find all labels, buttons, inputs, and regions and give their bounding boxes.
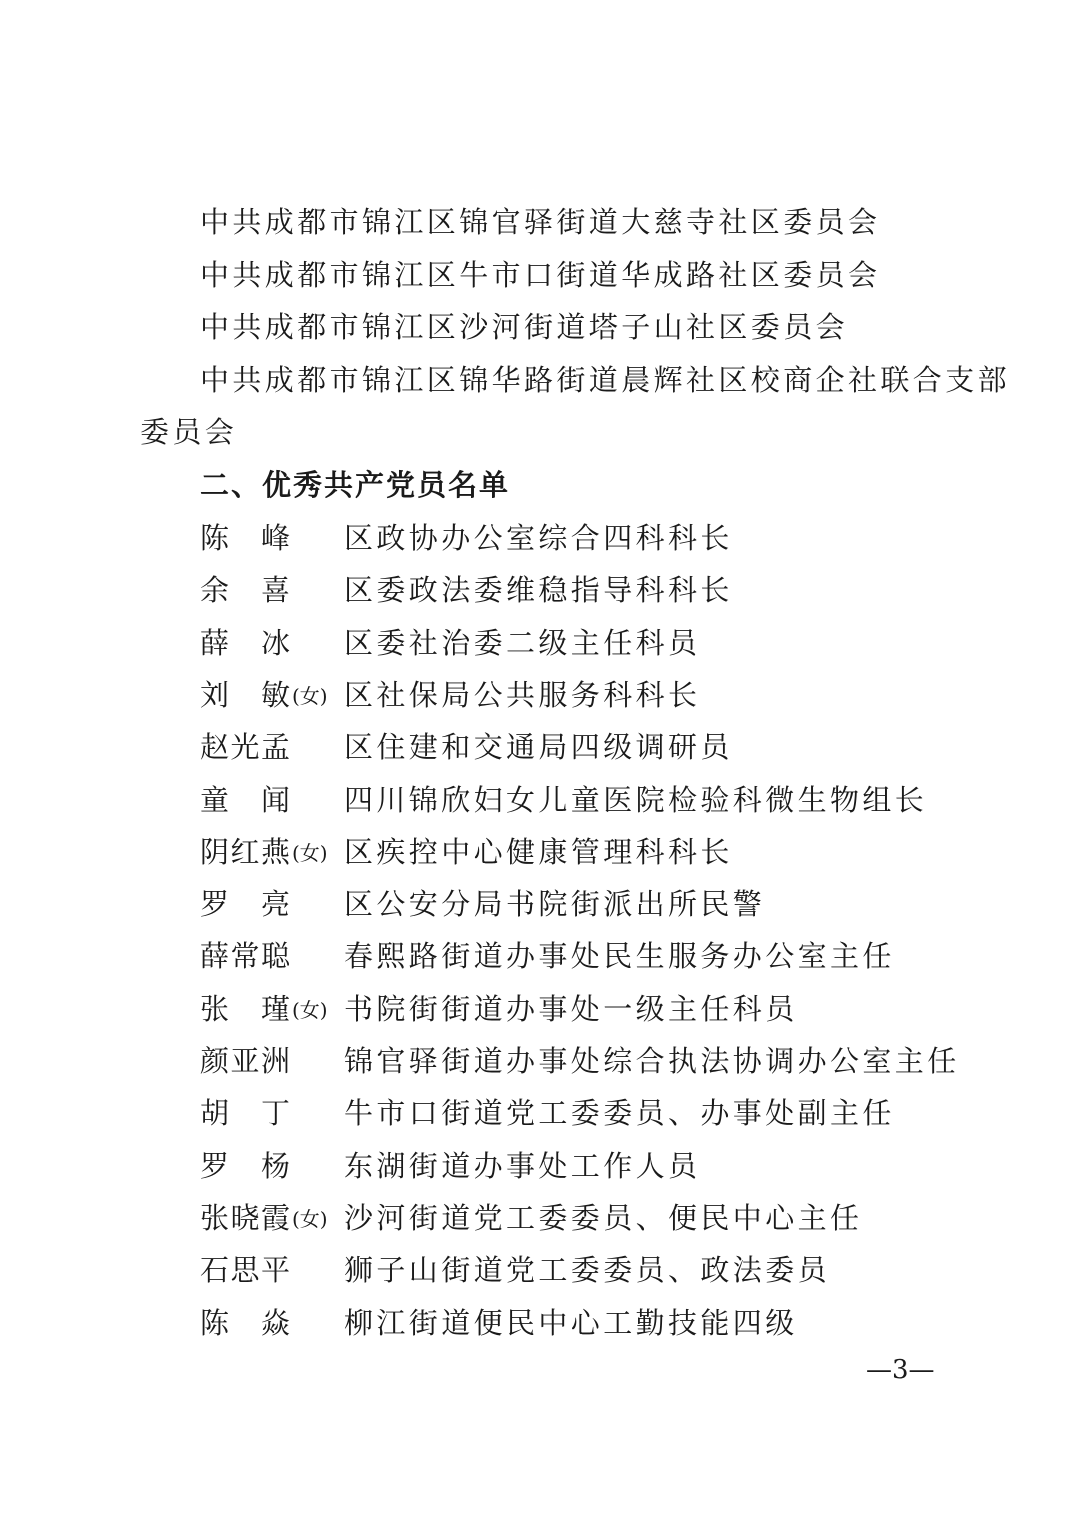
member-name-char: 陈 bbox=[200, 521, 230, 555]
organization-line: 中共成都市锦江区牛市口街道华成路社区委员会 bbox=[200, 258, 881, 292]
member-name-char: 焱 bbox=[260, 1306, 290, 1340]
member-name-char: 孟 bbox=[260, 730, 290, 764]
member-gender-note: (女) bbox=[292, 1207, 328, 1231]
member-name-char: 亮 bbox=[260, 887, 290, 921]
member-position: 区公安分局书院街派出所民警 bbox=[344, 887, 766, 921]
member-name-char: 光 bbox=[230, 730, 260, 764]
member-position: 区社保局公共服务科科长 bbox=[344, 678, 701, 712]
member-name-char: 张 bbox=[200, 992, 230, 1026]
member-name bbox=[200, 1250, 290, 1290]
member-position: 柳江街道便民中心工勤技能四级 bbox=[344, 1306, 798, 1340]
member-name bbox=[200, 570, 290, 610]
member-name bbox=[200, 780, 290, 820]
member-name-char: 闻 bbox=[260, 783, 290, 817]
member-position: 区政协办公室综合四科科长 bbox=[344, 521, 733, 555]
member-position: 区住建和交通局四级调研员 bbox=[344, 730, 733, 764]
member-name-char: 余 bbox=[200, 573, 230, 607]
member-name bbox=[200, 1093, 290, 1133]
member-name-char: 杨 bbox=[260, 1149, 290, 1183]
member-name-char: 聪 bbox=[260, 939, 290, 973]
member-position: 书院街街道办事处一级主任科员 bbox=[344, 992, 798, 1026]
member-name-char: 陈 bbox=[200, 1306, 230, 1340]
member-name bbox=[200, 832, 290, 872]
organization-line: 中共成都市锦江区锦华路街道晨辉社区校商企社联合支部 bbox=[200, 363, 1011, 397]
member-name-char: 亚 bbox=[230, 1044, 260, 1078]
member-gender-note: (女) bbox=[292, 998, 328, 1022]
member-name-char: 阴 bbox=[200, 835, 230, 869]
member-name-char: 瑾 bbox=[260, 992, 290, 1026]
member-name bbox=[200, 936, 290, 976]
member-name-char: 峰 bbox=[260, 521, 290, 555]
member-name-char: 薛 bbox=[200, 626, 230, 660]
member-position: 春熙路街道办事处民生服务办公室主任 bbox=[344, 939, 895, 973]
member-name bbox=[200, 518, 290, 558]
member-name bbox=[200, 623, 290, 663]
member-name-char: 敏 bbox=[260, 678, 290, 712]
member-name-char: 红 bbox=[230, 835, 260, 869]
member-name bbox=[200, 884, 290, 924]
member-name bbox=[200, 727, 290, 767]
member-name-char: 常 bbox=[230, 939, 260, 973]
organization-line-continued: 委员会 bbox=[140, 415, 238, 449]
member-position: 沙河街道党工委委员、便民中心主任 bbox=[344, 1201, 863, 1235]
member-name-char: 石 bbox=[200, 1253, 230, 1287]
member-name-char: 张 bbox=[200, 1201, 230, 1235]
member-name-char: 喜 bbox=[260, 573, 290, 607]
member-name-char: 胡 bbox=[200, 1096, 230, 1130]
member-name-char: 思 bbox=[230, 1253, 260, 1287]
member-name bbox=[200, 675, 290, 715]
member-name-char: 晓 bbox=[230, 1201, 260, 1235]
member-name-char: 颜 bbox=[200, 1044, 230, 1078]
member-name bbox=[200, 1198, 290, 1238]
member-name-char: 刘 bbox=[200, 678, 230, 712]
member-gender-note: (女) bbox=[292, 684, 328, 708]
member-position: 四川锦欣妇女儿童医院检验科微生物组长 bbox=[344, 783, 928, 817]
organization-line: 中共成都市锦江区沙河街道塔子山社区委员会 bbox=[200, 310, 849, 344]
member-name-char: 霞 bbox=[260, 1201, 290, 1235]
organization-line: 中共成都市锦江区锦官驿街道大慈寺社区委员会 bbox=[200, 205, 881, 239]
member-position: 区委社治委二级主任科员 bbox=[344, 626, 701, 660]
member-gender-note: (女) bbox=[292, 841, 328, 865]
member-position: 牛市口街道党工委委员、办事处副主任 bbox=[344, 1096, 895, 1130]
member-name-char: 薛 bbox=[200, 939, 230, 973]
member-name bbox=[200, 1146, 290, 1186]
member-name bbox=[200, 1041, 290, 1081]
member-name bbox=[200, 1303, 290, 1343]
member-name-char: 罗 bbox=[200, 1149, 230, 1183]
member-position: 狮子山街道党工委委员、政法委员 bbox=[344, 1253, 831, 1287]
member-position: 锦官驿街道办事处综合执法协调办公室主任 bbox=[344, 1044, 960, 1078]
member-name-char: 丁 bbox=[260, 1096, 290, 1130]
member-position: 区委政法委维稳指导科科长 bbox=[344, 573, 733, 607]
member-name-char: 童 bbox=[200, 783, 230, 817]
member-position: 区疾控中心健康管理科科长 bbox=[344, 835, 733, 869]
page-number: —3— bbox=[866, 1355, 935, 1385]
member-name bbox=[200, 989, 290, 1029]
member-position: 东湖街道办事处工作人员 bbox=[344, 1149, 701, 1183]
member-name-char: 洲 bbox=[260, 1044, 290, 1078]
member-name-char: 平 bbox=[260, 1253, 290, 1287]
section-heading: 二、优秀共产党员名单 bbox=[200, 468, 511, 502]
member-name-char: 罗 bbox=[200, 887, 230, 921]
member-name-char: 赵 bbox=[200, 730, 230, 764]
member-name-char: 冰 bbox=[260, 626, 290, 660]
member-name-char: 燕 bbox=[260, 835, 290, 869]
